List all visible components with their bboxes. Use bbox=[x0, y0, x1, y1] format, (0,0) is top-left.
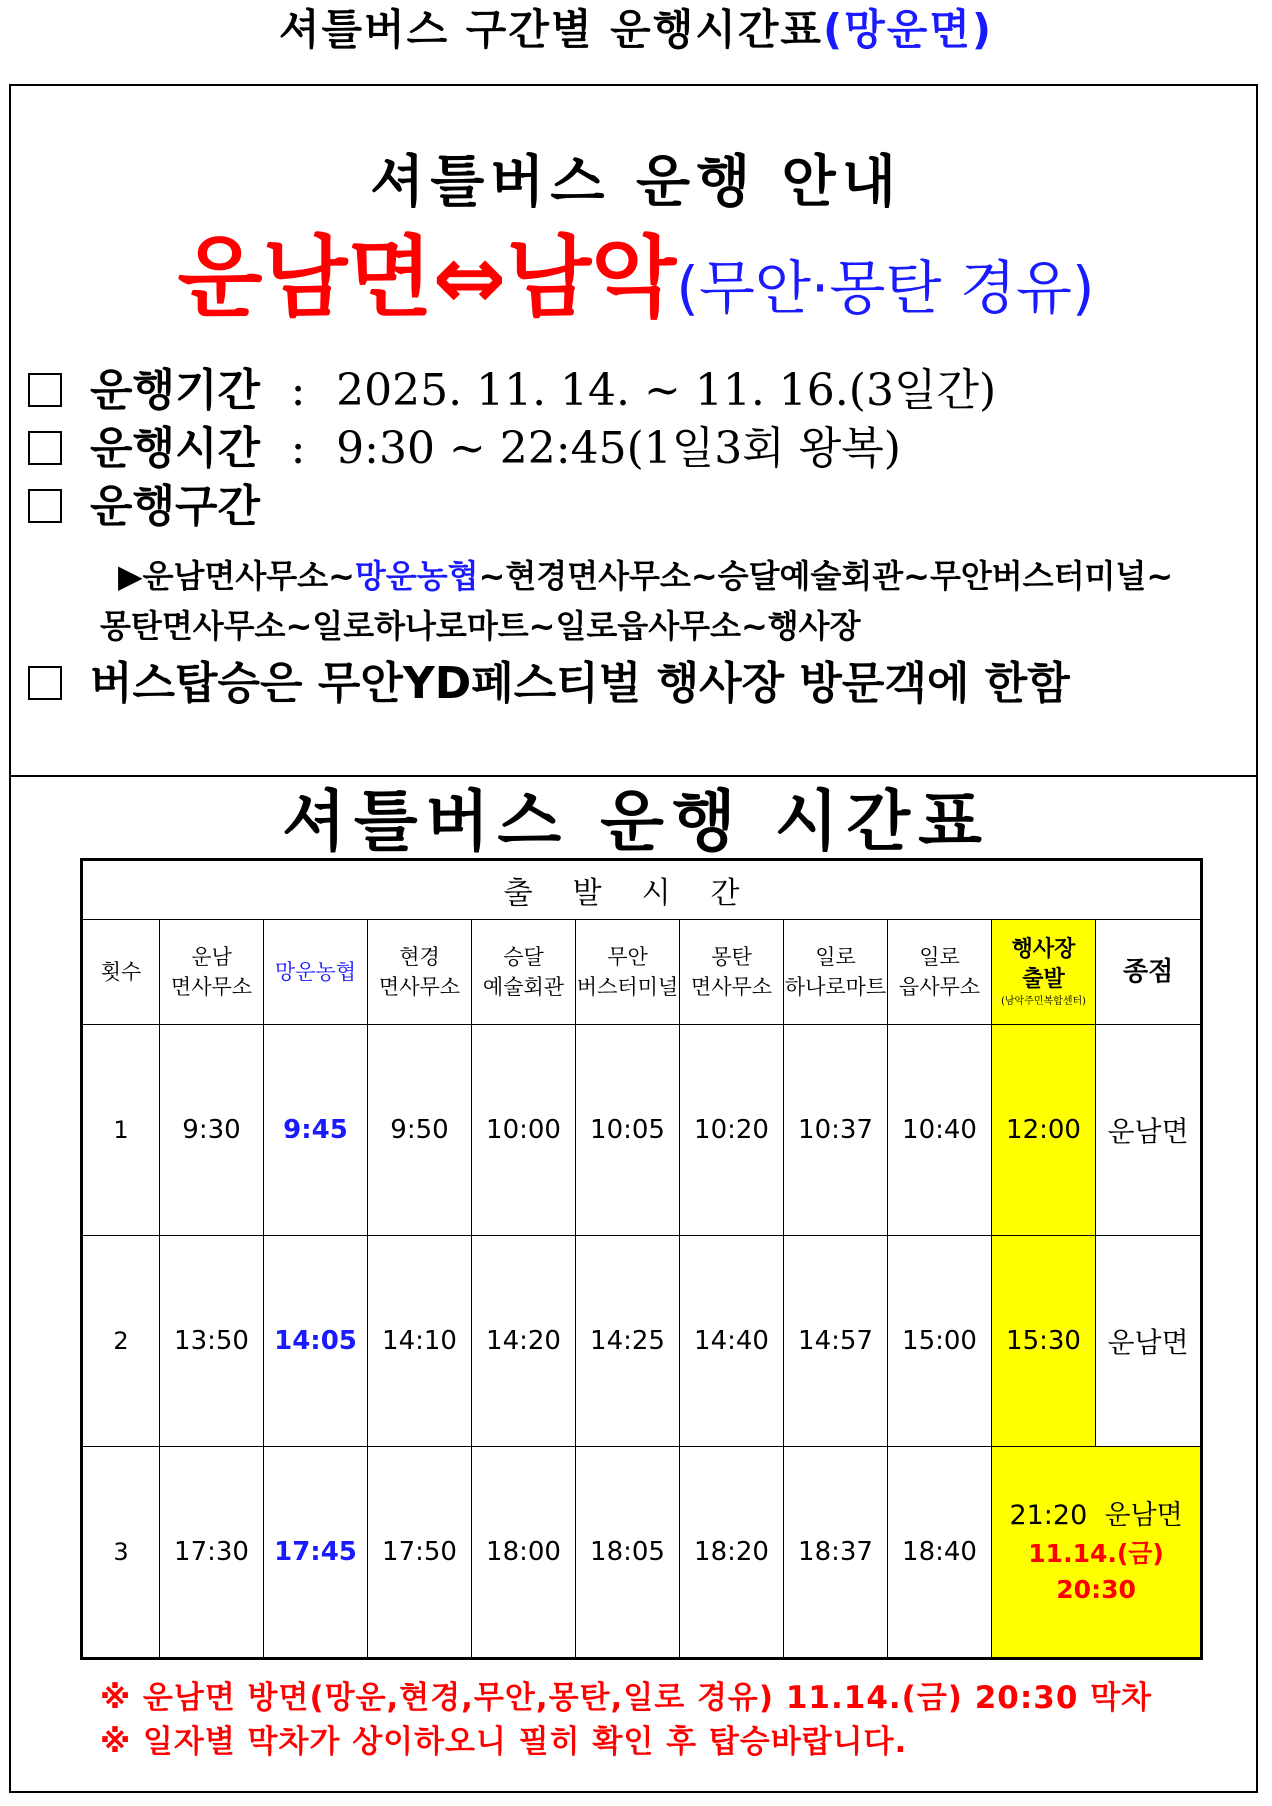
time-cell: 10:40 bbox=[888, 1025, 992, 1236]
col-header-mangun bbox=[264, 920, 368, 1025]
route-sub: (무안·몽탄 경유) bbox=[676, 254, 1095, 322]
time-cell: 18:20 bbox=[680, 1447, 784, 1659]
event-departure-cell: 12:00 bbox=[992, 1025, 1096, 1236]
checkbox-icon bbox=[28, 431, 62, 465]
page-title-main: 셔틀버스 구간별 운행시간표 bbox=[278, 5, 823, 54]
route-title bbox=[0, 228, 1272, 353]
terminus-cell: 운남면 bbox=[1096, 1025, 1202, 1236]
hours-sep: : bbox=[290, 423, 306, 474]
col-header-line2: 읍사무소 bbox=[898, 975, 981, 999]
checkbox-icon bbox=[28, 666, 62, 700]
time-cell: 14:25 bbox=[576, 1236, 680, 1447]
col-header-hyeongyeong bbox=[368, 920, 472, 1025]
section-label: 운행구간 bbox=[90, 481, 261, 532]
col-header-line2: 버스터미널 bbox=[576, 975, 679, 999]
special-trip-line: 11.14.(금) 20:30 bbox=[1028, 1539, 1164, 1604]
col-header-line1: 운남 bbox=[191, 945, 232, 969]
route-line-2: 몽탄면사무소~일로하나로마트~일로읍사무소~행사장 bbox=[100, 607, 861, 645]
period-value: 2025. 11. 14. ~ 11. 16.(3일간) bbox=[336, 365, 997, 416]
notice-row bbox=[28, 655, 1070, 713]
time-cell: 10:05 bbox=[576, 1025, 680, 1236]
col-header-line2: 면사무소 bbox=[378, 975, 461, 999]
col-header-line2: 하나로마트 bbox=[784, 975, 887, 999]
time-cell: 15:00 bbox=[888, 1236, 992, 1447]
page-title bbox=[0, 2, 1272, 58]
time-cell: 13:50 bbox=[160, 1236, 264, 1447]
trip-number: 1 bbox=[82, 1025, 160, 1236]
last-trip-line bbox=[992, 1496, 1200, 1536]
time-cell: 10:00 bbox=[472, 1025, 576, 1236]
col-header-line1: 현경 bbox=[399, 945, 440, 969]
col-header-line1: 일로 bbox=[815, 945, 856, 969]
route-line-1-prefix: ▶운남면사무소~ bbox=[118, 557, 355, 595]
time-cell: 10:37 bbox=[784, 1025, 888, 1236]
time-cell: 9:50 bbox=[368, 1025, 472, 1236]
table-row bbox=[82, 1447, 1202, 1659]
time-cell: 17:30 bbox=[160, 1447, 264, 1659]
period-row bbox=[28, 362, 996, 420]
event-departure-cell: 15:30 bbox=[992, 1236, 1096, 1447]
time-cell: 10:20 bbox=[680, 1025, 784, 1236]
time-cell: 18:37 bbox=[784, 1447, 888, 1659]
route-line-1-suffix: ~현경면사무소~승달예술회관~무안버스터미널~ bbox=[478, 557, 1174, 595]
info-title: 셔틀버스 운행 안내 bbox=[370, 150, 902, 215]
col-header-line1: 무안 bbox=[607, 945, 648, 969]
col-header-terminus bbox=[1096, 920, 1202, 1025]
col-header-count bbox=[82, 920, 160, 1025]
section-row bbox=[28, 478, 260, 536]
col-header-line2: 예술회관 bbox=[482, 975, 565, 999]
col-header-note: (남악주민복합센터) bbox=[1000, 996, 1087, 1007]
trip-number: 3 bbox=[82, 1447, 160, 1659]
time-cell: 14:10 bbox=[368, 1236, 472, 1447]
col-header-seungdal bbox=[472, 920, 576, 1025]
col-header-line1: 승달 bbox=[503, 945, 544, 969]
col-header-line1: 횟수 bbox=[100, 960, 142, 984]
departure-header-row bbox=[82, 860, 1202, 920]
col-header-mongtan bbox=[680, 920, 784, 1025]
checkbox-icon bbox=[28, 489, 62, 523]
period-label: 운행기간 bbox=[90, 365, 261, 416]
col-header-line1: 망운농협 bbox=[274, 960, 357, 984]
col-header-muan bbox=[576, 920, 680, 1025]
time-cell: 18:00 bbox=[472, 1447, 576, 1659]
section-divider bbox=[9, 775, 1258, 777]
timetable-title: 셔틀버스 운행 시간표 bbox=[282, 783, 990, 860]
event-departure-time: 21:20 bbox=[1009, 1500, 1088, 1531]
col-header-line1: 일로 bbox=[919, 945, 960, 969]
table-row bbox=[82, 1236, 1202, 1447]
col-header-line2: 면사무소 bbox=[690, 975, 773, 999]
time-cell: 17:50 bbox=[368, 1447, 472, 1659]
time-cell: 9:45 bbox=[264, 1025, 368, 1236]
col-header-illo-mart bbox=[784, 920, 888, 1025]
time-cell: 14:40 bbox=[680, 1236, 784, 1447]
note-line-2: ※ 일자별 막차가 상이하오니 필히 확인 후 탑승바랍니다. bbox=[100, 1724, 908, 1760]
col-header-line1: 종점 bbox=[1122, 957, 1174, 987]
terminus-cell: 운남면 bbox=[1096, 1236, 1202, 1447]
period-sep: : bbox=[290, 365, 306, 416]
departure-header: 출발시간 bbox=[82, 860, 1202, 920]
page-title-region: (망운면) bbox=[823, 5, 994, 54]
time-cell: 9:30 bbox=[160, 1025, 264, 1236]
route-main: 운남면⇔남악 bbox=[177, 226, 677, 329]
hours-label: 운행시간 bbox=[90, 423, 261, 474]
route-line-1 bbox=[118, 554, 1173, 598]
time-cell: 14:05 bbox=[264, 1236, 368, 1447]
col-header-line1: 몽탄 bbox=[711, 945, 752, 969]
col-header-line1: 행사장 bbox=[1011, 937, 1076, 962]
col-header-event-departure bbox=[992, 920, 1096, 1025]
col-header-illo-office bbox=[888, 920, 992, 1025]
notice-text: 버스탑승은 무안YD페스티벌 행사장 방문객에 한함 bbox=[90, 658, 1070, 709]
time-cell: 14:57 bbox=[784, 1236, 888, 1447]
event-departure-merged-cell bbox=[992, 1447, 1202, 1659]
hours-row bbox=[28, 420, 901, 478]
table-row bbox=[82, 1025, 1202, 1236]
note-line-1: ※ 운남면 방면(망운,현경,무안,몽탄,일로 경유) 11.14.(금) 20:30 막차 bbox=[100, 1680, 1153, 1716]
route-line-1-highlight: 망운농협 bbox=[354, 557, 479, 595]
time-cell: 18:05 bbox=[576, 1447, 680, 1659]
time-cell: 17:45 bbox=[264, 1447, 368, 1659]
time-cell: 18:40 bbox=[888, 1447, 992, 1659]
time-cell: 14:20 bbox=[472, 1236, 576, 1447]
checkbox-icon bbox=[28, 373, 62, 407]
col-header-line2: 출발 bbox=[1022, 967, 1065, 992]
hours-value: 9:30 ~ 22:45(1일3회 왕복) bbox=[336, 423, 901, 474]
column-header-row bbox=[82, 920, 1202, 1025]
col-header-unnam bbox=[160, 920, 264, 1025]
terminus-text: 운남면 bbox=[1104, 1500, 1183, 1531]
timetable bbox=[80, 858, 1203, 1660]
col-header-line2: 면사무소 bbox=[170, 975, 253, 999]
trip-number: 2 bbox=[82, 1236, 160, 1447]
